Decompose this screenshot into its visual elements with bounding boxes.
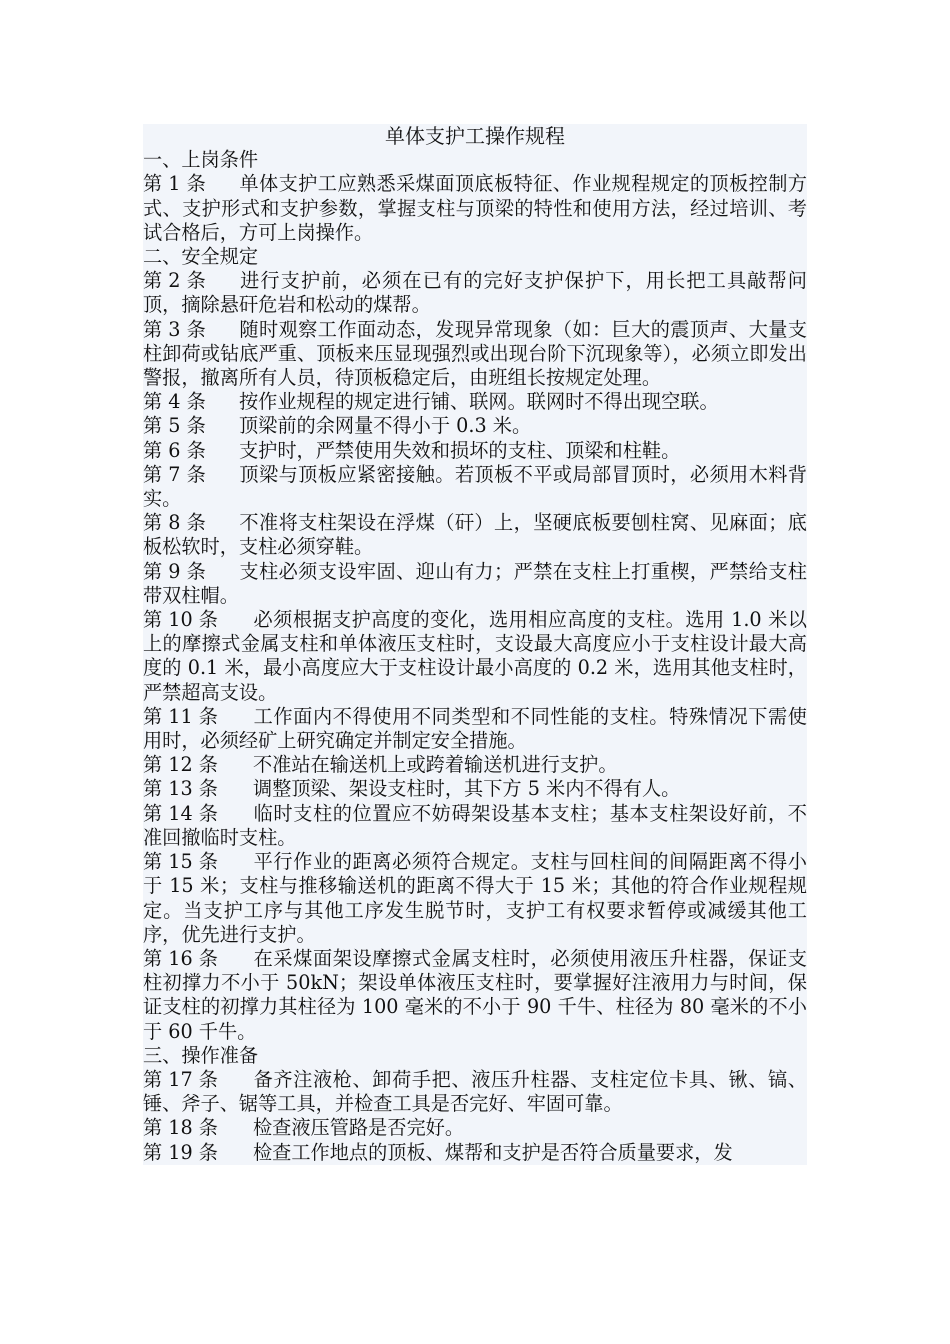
clause <box>143 1116 807 1140</box>
clause-text: 支柱必须支设牢固、迎山有力；严禁在支柱上打重楔，严禁给支柱带双柱帽。 <box>143 559 807 607</box>
clause-label: 第 19 条 <box>143 1140 218 1164</box>
clause <box>143 172 807 245</box>
clause-text: 备齐注液枪、卸荷手把、液压升柱器、支柱定位卡具、锹、镐、锤、斧子、锯等工具，并检查工具是否完好、牢固可靠。 <box>143 1067 807 1116</box>
clause-label: 第 2 条 <box>143 269 206 293</box>
clause <box>143 1068 807 1116</box>
clause <box>143 318 807 391</box>
clause-label: 第 3 条 <box>143 317 206 341</box>
clause-text: 在采煤面架设摩擦式金属支柱时，必须使用液压升柱器，保证支柱初撑力不小于 50kN；架设单体液压支柱时，要掌握好注液用力与时间，保证支柱的初撑力其柱径为 100 毫米的不小于 90 千牛、柱径为 80 毫米的不小于 60 千牛。 <box>143 946 807 1043</box>
clause-label: 第 8 条 <box>143 511 206 535</box>
clause-label: 第 18 条 <box>143 1116 218 1140</box>
clause-label: 第 12 条 <box>143 753 218 777</box>
clause <box>143 439 807 463</box>
clause-text: 临时支柱的位置应不妨碍架设基本支柱；基本支柱架设好前，不准回撤临时支柱。 <box>143 801 807 849</box>
section-heading: 三、操作准备 <box>143 1043 259 1067</box>
clause-text: 按作业规程的规定进行铺、联网。联网时不得出现空联。 <box>239 390 719 414</box>
clause <box>143 802 807 850</box>
clause-text: 工作面内不得使用不同类型和不同性能的支柱。特殊情况下需使用时，必须经矿上研究确定并制定安全措施。 <box>143 704 807 753</box>
clause <box>143 269 807 317</box>
clause <box>143 777 807 801</box>
clause <box>143 390 807 414</box>
clause-text: 检查工作地点的顶板、煤帮和支护是否符合质量要求，发 <box>253 1140 733 1164</box>
document-body <box>143 124 807 1165</box>
clause-text: 顶梁前的余网量不得小于 0.3 米。 <box>239 414 532 438</box>
clause-label: 第 9 条 <box>143 559 206 583</box>
section-heading: 一、上岗条件 <box>143 148 259 172</box>
clause-text: 单体支护工应熟悉采煤面顶底板特征、作业规程规定的顶板控制方式、支护形式和支护参数，掌握支柱与顶梁的特性和使用方法，经过培训、考试合格后，方可上岗操作。 <box>143 172 807 244</box>
clause-text: 进行支护前，必须在已有的完好支护保护下，用长把工具敲帮问顶，摘除悬矸危岩和松动的煤帮。 <box>143 269 807 317</box>
clause-label: 第 13 条 <box>143 777 218 801</box>
clause-label: 第 6 条 <box>143 438 206 462</box>
clause-text: 平行作业的距离必须符合规定。支柱与回柱间的间隔距离不得小于 15 米；支柱与推移输送机的距离不得大于 15 米；其他的符合作业规程规定。当支护工序与其他工序发生脱节时，支护工有权要求暂停或减缓其他工序，优先进行支护。 <box>143 850 807 946</box>
document-title: 单体支护工操作规程 <box>385 124 565 148</box>
clause-text: 不准将支柱架设在浮煤（矸）上，坚硬底板要刨柱窝、见麻面；底板松软时，支柱必须穿鞋。 <box>143 511 807 559</box>
clause <box>143 414 807 438</box>
clause-text: 调整顶梁、架设支柱时，其下方 5 米内不得有人。 <box>253 777 681 801</box>
clause <box>143 753 807 777</box>
clause-text: 支护时，严禁使用失效和损坏的支柱、顶梁和柱鞋。 <box>239 438 681 462</box>
clause <box>143 560 807 608</box>
clause <box>143 608 807 705</box>
section-heading: 二、安全规定 <box>143 245 259 269</box>
clause <box>143 511 807 559</box>
clause-label: 第 10 条 <box>143 608 218 632</box>
clause-text: 不准站在输送机上或跨着输送机进行支护。 <box>253 753 618 777</box>
clause-label: 第 16 条 <box>143 946 218 970</box>
clause-label: 第 11 条 <box>143 704 218 728</box>
clause-text: 随时观察工作面动态，发现异常现象（如：巨大的震顶声、大量支柱卸荷或钻底严重、顶板来压显现强烈或出现台阶下沉现象等），必须立即发出警报，撤离所有人员，待顶板稳定后，由班组长按规定处理。 <box>143 317 807 390</box>
clause-label: 第 7 条 <box>143 462 206 486</box>
clause-label: 第 5 条 <box>143 414 206 438</box>
clause <box>143 947 807 1044</box>
clause-text: 检查液压管路是否完好。 <box>253 1116 465 1140</box>
clause <box>143 850 807 947</box>
clause <box>143 1141 807 1165</box>
clause-text: 顶梁与顶板应紧密接触。若顶板不平或局部冒顶时，必须用木料背实。 <box>143 462 807 511</box>
clause-label: 第 1 条 <box>143 172 206 196</box>
clause-text: 必须根据支护高度的变化，选用相应高度的支柱。选用 1.0 米以上的摩擦式金属支柱和单体液压支柱时，支设最大高度应小于支柱设计最大高度的 0.1 米，最小高度应大于支柱设计最小高度的 0.2 米，选用其他支柱时，严禁超高支设。 <box>143 608 807 704</box>
clause-label: 第 4 条 <box>143 390 206 414</box>
clause <box>143 463 807 511</box>
clause <box>143 705 807 753</box>
clause-label: 第 15 条 <box>143 850 218 874</box>
clause-label: 第 17 条 <box>143 1067 218 1091</box>
clause-label: 第 14 条 <box>143 801 218 825</box>
